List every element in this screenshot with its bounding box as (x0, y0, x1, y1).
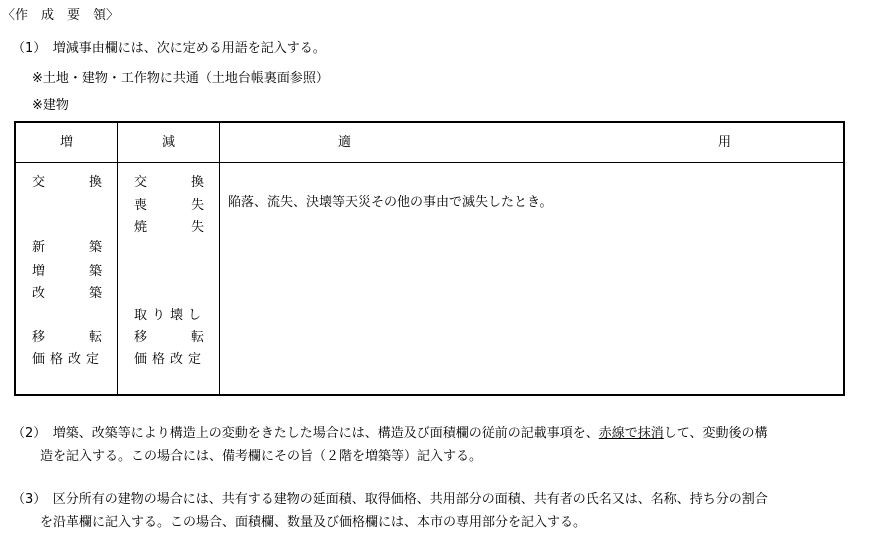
decrease-item: 取り壊し (134, 308, 207, 323)
item2-text: （2） 増築、改築等により構造上の変動をきたした場合には、構造及び面積欄の従前の記載事項を、 (12, 426, 599, 441)
item2-text-end: して、変動後の構 (663, 426, 768, 441)
header-decrease: 減 (162, 135, 176, 150)
decrease-item-char-b: 失 (190, 220, 204, 235)
item3-line1: （3） 区分所有の建物の場合には、共有する建物の延面積、取得価格、共用部分の面積、共有者の氏名又は、名称、持ち分の割合 (12, 492, 768, 507)
table-header-divider (16, 162, 843, 163)
decrease-item: 価格改定 (134, 352, 207, 367)
item1-note-building: ※建物 (32, 98, 69, 113)
decrease-item-char-b: 換 (190, 175, 204, 190)
increase-item-char-b: 築 (88, 286, 102, 301)
decrease-item-char-a: 移 (134, 330, 148, 345)
item2-line2: 造を記入する。この場合には、備考欄にその旨（２階を増築等）記入する。 (40, 449, 483, 464)
increase-item-char-b: 築 (88, 240, 102, 255)
increase-item-char-a: 移 (32, 330, 46, 345)
decrease-item (134, 220, 204, 236)
header-increase: 増 (60, 135, 74, 150)
increase-item (32, 286, 102, 302)
increase-item (32, 175, 102, 191)
decrease-item (134, 175, 204, 191)
header-apply-left: 適 (338, 135, 352, 150)
terms-table (14, 121, 845, 396)
increase-item-char-b: 転 (88, 330, 102, 345)
item2-line1 (12, 426, 768, 442)
decrease-item-char-b: 転 (190, 330, 204, 345)
decrease-item (134, 198, 204, 214)
decrease-item (134, 330, 204, 346)
increase-item-char-a: 新 (32, 240, 46, 255)
decrease-item-char-b: 失 (190, 198, 204, 213)
section-title: 〈作 成 要 領〉 (2, 8, 120, 23)
header-apply-right: 用 (718, 135, 732, 150)
increase-item-char-a: 改 (32, 286, 46, 301)
increase-item-char-a: 交 (32, 175, 46, 190)
item3-line2: を沿革欄に記入する。この場合、面積欄、数量及び価格欄には、本市の専用部分を記入する。 (40, 515, 587, 530)
apply-text: 陥落、流失、決壊等天災その他の事由で滅失したとき。 (228, 195, 553, 210)
item2-underlined-text: 赤線で抹消 (598, 426, 664, 441)
item1-heading: （1） 増減事由欄には、次に定める用語を記入する。 (12, 41, 326, 56)
table-divider-1 (117, 123, 118, 394)
increase-item (32, 264, 102, 280)
increase-item: 価格改定 (32, 352, 105, 367)
increase-item (32, 240, 102, 256)
increase-item-char-a: 増 (32, 264, 46, 279)
increase-item (32, 330, 102, 346)
increase-item-char-b: 築 (88, 264, 102, 279)
item1-note-common: ※土地・建物・工作物に共通（土地台帳裏面参照） (32, 71, 329, 86)
decrease-item-char-a: 焼 (134, 220, 148, 235)
decrease-item-char-a: 交 (134, 175, 148, 190)
increase-item-char-b: 換 (88, 175, 102, 190)
decrease-item-char-a: 喪 (134, 198, 148, 213)
table-divider-2 (219, 123, 220, 394)
